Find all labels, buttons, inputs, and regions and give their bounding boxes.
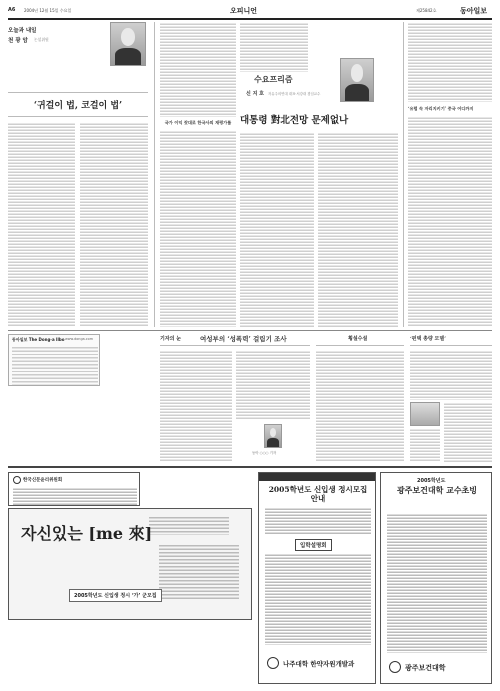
box-title: 동아일보 The Dong-a Ilbo — [12, 337, 65, 342]
reporters-eye-rule — [160, 345, 310, 346]
ad-schedule — [265, 553, 371, 645]
ad-university-logo — [149, 515, 229, 535]
ad-gwangju-health — [380, 472, 492, 684]
ad-logo-mark — [13, 476, 21, 484]
issue-date: 2004년 12월 15일 수요일 — [24, 8, 72, 13]
issue-number: 제25842호 — [416, 8, 437, 13]
body-text-col2a — [160, 22, 236, 117]
ad-lines — [13, 487, 137, 505]
hoengseol-rule — [316, 345, 404, 346]
ad-college-name: 광주보건대학 — [405, 663, 446, 672]
author-title: 자유주의연대 대표·서강대 겸임교수 — [268, 92, 321, 96]
ad-info-sub: 입학설명회 — [295, 539, 332, 551]
masthead-logo: 동아일보 — [460, 6, 488, 15]
column-subtitle: 국가 이익 잣대로 한국사의 재평가를 — [164, 120, 232, 125]
column-author: 천 광 암 — [8, 38, 28, 44]
label-reporters-eye: 기자의 눈 — [160, 336, 182, 342]
ad-section-rule — [8, 466, 492, 468]
body-text-mid-c1 — [410, 350, 492, 400]
body-text-col4a — [408, 22, 492, 102]
body-text-col1a — [8, 122, 75, 327]
section-title: 오피니언 — [230, 7, 258, 15]
body-text-mid-a2 — [236, 350, 310, 420]
label-right-column: ‘펀택 총량 모델’ — [410, 336, 446, 342]
box-lines — [12, 345, 98, 385]
column-kicker: 수요프리즘 — [254, 74, 293, 84]
ad-college-logo — [267, 657, 279, 669]
ad-university-mere — [8, 508, 252, 620]
headline-rule-bottom — [8, 116, 148, 117]
column-subtitle: ‘유럽 속 자리지키기’ 중국 어디까지 — [408, 106, 474, 111]
reporters-eye-headline: 여성부의 ‘성폭력’ 걸림기 조사 — [200, 335, 287, 343]
label-hoengseol: 횡설수설 — [348, 336, 368, 342]
page-number: A6 — [8, 7, 16, 13]
body-text-col3b — [318, 132, 398, 327]
column-divider — [403, 22, 404, 327]
ad-detail — [159, 543, 239, 599]
ad-body-lines — [387, 513, 487, 653]
reader-info-box — [8, 334, 100, 386]
column-divider — [154, 22, 155, 327]
body-text-col1b — [80, 122, 148, 327]
body-text-mid-c2 — [444, 402, 492, 462]
body-text-col4b — [408, 116, 492, 327]
column-author: 신 지 호 — [246, 91, 264, 97]
body-text-mid-b — [316, 350, 404, 462]
body-text-mid-c3 — [410, 428, 440, 462]
ad-year-line: 2005학년도 — [417, 478, 446, 484]
ad-footer-text: 2005학년도 신입생 정시 ‘가’ 군모집 — [69, 589, 162, 602]
ad-ethics-committee — [8, 472, 140, 506]
author-title: 논설위원 — [34, 37, 49, 42]
section-rule — [8, 330, 492, 331]
box-url: www.donga.com — [65, 337, 94, 341]
headline-rule — [8, 92, 148, 93]
column-kicker: 오늘과 내일 — [8, 28, 37, 34]
ad-top-banner — [259, 473, 376, 481]
column-headline: ‘귀걸이 법, 코걸이 법’ — [33, 101, 123, 111]
reporter-photo — [264, 424, 282, 448]
page-header — [8, 6, 492, 16]
right-column-rule — [410, 345, 492, 346]
ad-logo-text: 한국신문윤리위원회 — [23, 478, 63, 483]
ad-college-name: 나주대학 한약자원개발과 — [283, 660, 355, 668]
cartoon-image — [410, 402, 440, 426]
column-headline: 대통령 對北전망 문제없나 — [240, 115, 349, 126]
author-photo — [340, 58, 374, 102]
ad-info-lines — [265, 507, 371, 535]
body-text-col2b — [160, 130, 236, 327]
reporter-name: 동아 ○○○ 기자 — [252, 451, 277, 455]
ad-college-logo — [389, 661, 401, 673]
ad-slogan: 자신있는 [me 來] — [21, 524, 153, 543]
body-text-mid-a1 — [160, 350, 232, 462]
header-rule — [8, 18, 492, 20]
ad-naju-college — [258, 472, 376, 684]
body-text-col2c — [240, 22, 308, 72]
body-text-col3a — [240, 132, 314, 327]
ad-headline: 광주보건대학 교수초빙 — [396, 485, 478, 495]
author-photo — [110, 22, 146, 66]
ad-headline: 2005학년도 신입생 정시모집 안내 — [268, 485, 368, 503]
